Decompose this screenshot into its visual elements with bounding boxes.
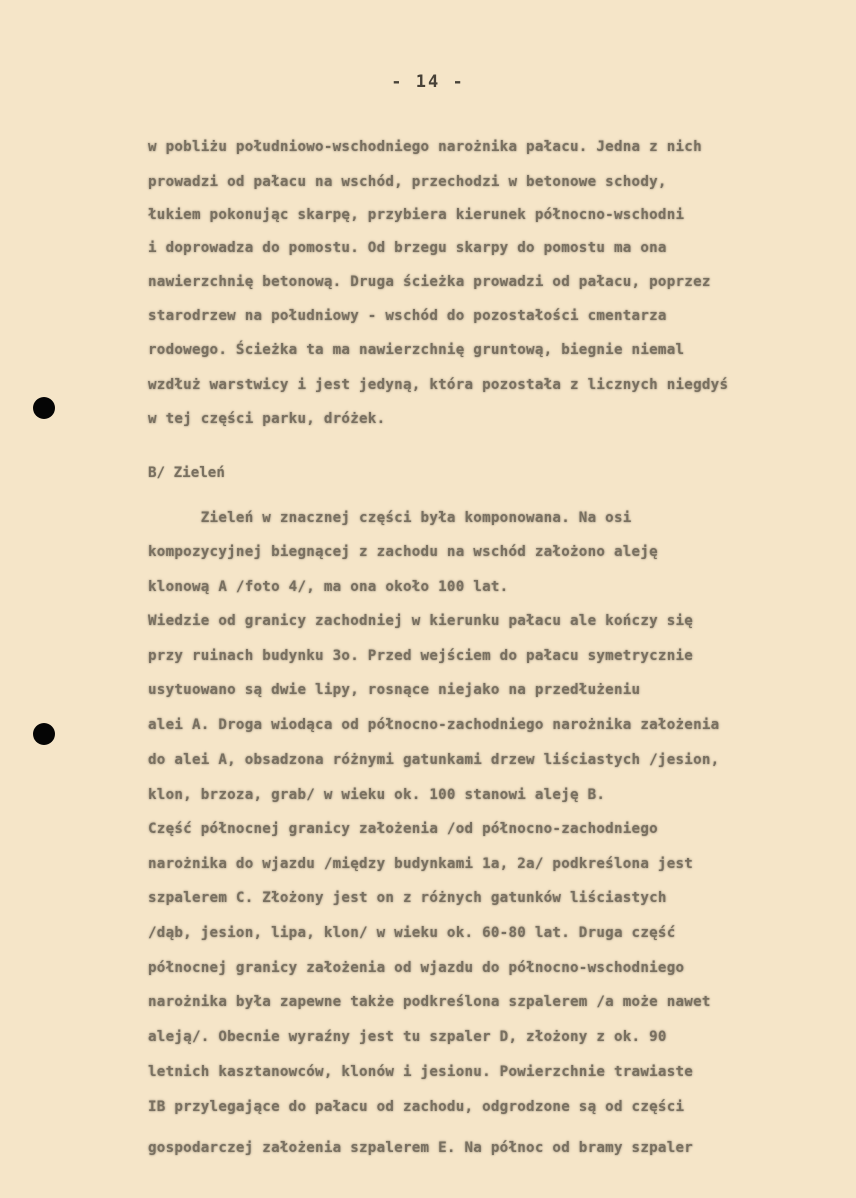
punch-hole-top (33, 397, 55, 419)
text-line: Część północnej granicy założenia /od północno-zachodniego (148, 821, 658, 837)
text-line: klonową A /foto 4/, ma ona około 100 lat. (148, 579, 509, 595)
text-line: rodowego. Ścieżka ta ma nawierzchnię gruntową, biegnie niemal (148, 342, 685, 358)
text-line: przy ruinach budynku 3o. Przed wejściem do pałacu symetrycznie (148, 648, 694, 664)
text-line: aleją/. Obecnie wyraźny jest tu szpaler D, złożony z ok. 90 (148, 1029, 667, 1045)
section-heading: B/ Zieleń (148, 465, 225, 481)
text-line: usytuowano są dwie lipy, rosnące niejako na przedłużeniu (148, 682, 641, 698)
text-line: kompozycyjnej biegnącej z zachodu na wschód założono aleję (148, 544, 658, 560)
text-line: łukiem pokonując skarpę, przybiera kierunek północno-wschodni (148, 207, 685, 223)
text-line: klon, brzoza, grab/ w wieku ok. 100 stanowi aleję B. (148, 787, 606, 803)
page-number: - 14 - (391, 72, 465, 92)
text-line: narożnika do wjazdu /między budynkami 1a, 2a/ podkreślona jest (148, 856, 694, 872)
text-line: starodrzew na południowy - wschód do pozostałości cmentarza (148, 308, 667, 324)
text-line: Wiedzie od granicy zachodniej w kierunku pałacu ale kończy się (148, 613, 694, 629)
text-line: gospodarczej założenia szpalerem E. Na północ od bramy szpaler (148, 1140, 694, 1156)
text-line: letnich kasztanowców, klonów i jesionu. Powierzchnie trawiaste (148, 1064, 694, 1080)
text-line: w tej części parku, dróżek. (148, 411, 386, 427)
text-line: i doprowadza do pomostu. Od brzegu skarpy do pomostu ma ona (148, 240, 667, 256)
text-line: nawierzchnię betonową. Druga ścieżka prowadzi od pałacu, poprzez (148, 274, 711, 290)
text-line: do alei A, obsadzona różnymi gatunkami drzew liściastych /jesion, (148, 752, 720, 768)
text-line: wzdłuż warstwicy i jest jedyną, która pozostała z licznych niegdyś (148, 377, 729, 393)
text-line: narożnika była zapewne także podkreślona szpalerem /a może nawet (148, 994, 711, 1010)
text-line: IB przylegające do pałacu od zachodu, odgrodzone są od części (148, 1099, 685, 1115)
text-line: /dąb, jesion, lipa, klon/ w wieku ok. 60-80 lat. Druga część (148, 925, 676, 941)
text-line: w pobliżu południowo-wschodniego narożnika pałacu. Jedna z nich (148, 139, 702, 155)
text-line: północnej granicy założenia od wjazdu do północno-wschodniego (148, 960, 685, 976)
text-line: alei A. Droga wiodąca od północno-zachodniego narożnika założenia (148, 717, 720, 733)
text-line: prowadzi od pałacu na wschód, przechodzi w betonowe schody, (148, 174, 667, 190)
text-line: Zieleń w znacznej części była komponowana. Na osi (148, 510, 632, 526)
punch-hole-bottom (33, 723, 55, 745)
text-line: szpalerem C. Złożony jest on z różnych gatunków liściastych (148, 890, 667, 906)
